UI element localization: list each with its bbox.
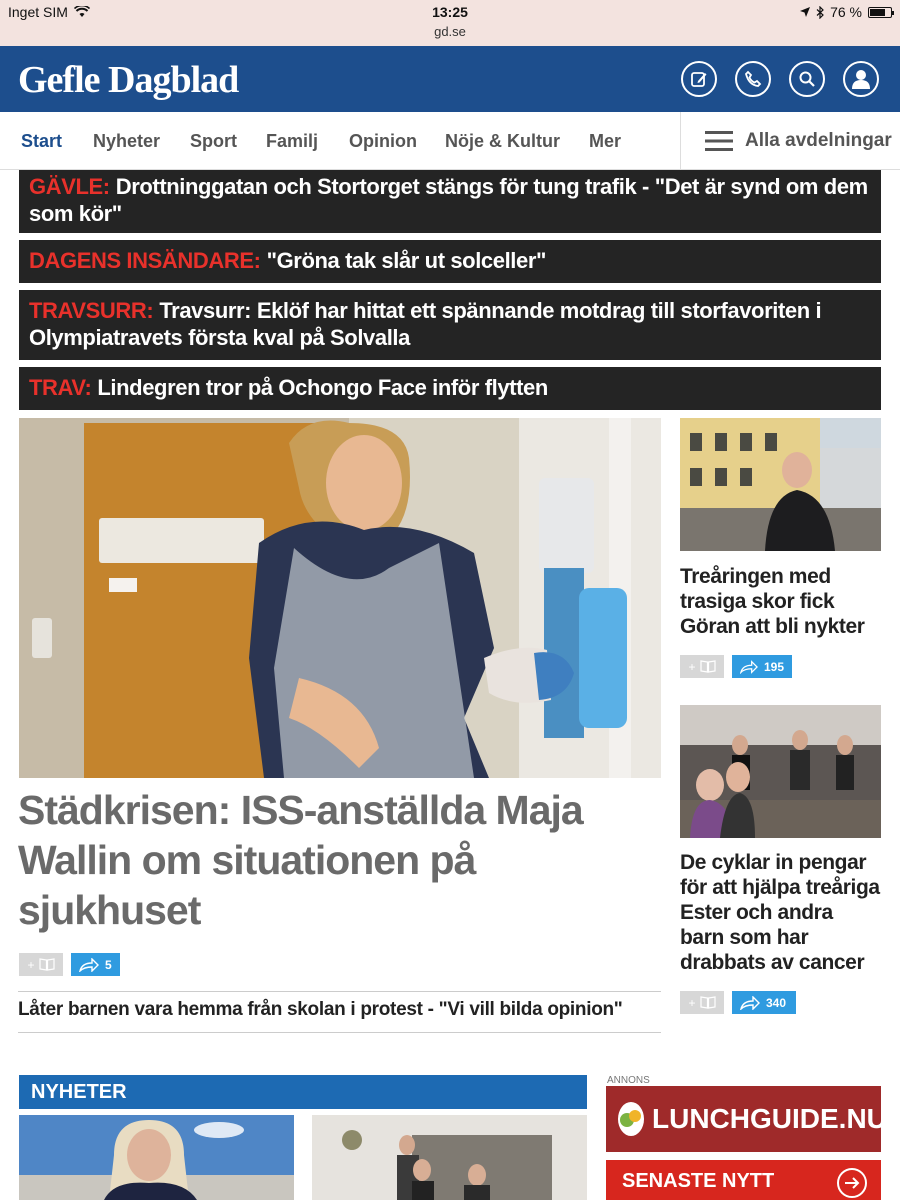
save-article-button[interactable]	[680, 991, 724, 1014]
breaking-kicker: GÄVLE:	[29, 174, 110, 199]
breaking-bar[interactable]	[19, 240, 881, 283]
side-article-headline[interactable]: De cyklar in pengar för att hjälpa treåriga Ester och andra barn som har drabbats av cancer	[680, 851, 880, 974]
plus-icon: +	[688, 995, 696, 1010]
breaking-text: Drottninggatan och Stortorget stängs för tung trafik - "Det är synd om dem som kör"	[29, 174, 868, 226]
plus-icon: +	[27, 957, 35, 972]
user-icon[interactable]	[843, 61, 879, 97]
carrier-label: Inget SIM	[8, 4, 68, 20]
share-icon	[740, 660, 758, 674]
clock: 13:25	[432, 4, 468, 20]
nav-sport[interactable]: Sport	[190, 131, 237, 151]
arrow-right-icon	[837, 1168, 867, 1198]
news-thumbnail[interactable]	[312, 1115, 587, 1200]
battery-fill	[870, 9, 885, 16]
book-icon	[700, 660, 716, 673]
share-icon	[740, 996, 760, 1010]
ios-status-bar	[0, 0, 900, 46]
main-article-actions	[19, 953, 120, 976]
bluetooth-icon	[816, 6, 824, 19]
nav-familj[interactable]: Familj	[266, 131, 319, 151]
side-article-actions	[680, 991, 796, 1014]
main-article-headline[interactable]: Städkrisen: ISS-anställda Maja Wallin om situationen på sjukhuset	[18, 787, 583, 933]
save-article-button[interactable]	[19, 953, 63, 976]
lunchguide-logo-icon	[618, 1102, 644, 1136]
nav-mer[interactable]: Mer	[589, 131, 622, 151]
search-icon[interactable]	[789, 61, 825, 97]
breaking-kicker: TRAVSURR:	[29, 298, 154, 323]
nav-nyheter[interactable]: Nyheter	[93, 131, 161, 151]
section-header-nyheter[interactable]: NYHETER	[19, 1075, 587, 1109]
breaking-bar[interactable]	[19, 367, 881, 410]
site-logo[interactable]: Gefle Dagblad	[18, 59, 239, 101]
nav-opinion[interactable]: Opinion	[349, 131, 417, 151]
book-icon	[700, 996, 716, 1009]
share-count: 195	[763, 659, 784, 674]
share-button[interactable]	[71, 953, 120, 976]
battery-percent: 76 %	[830, 4, 862, 20]
latest-news-button[interactable]	[606, 1160, 881, 1200]
book-icon	[39, 958, 55, 971]
address-bar-url[interactable]: gd.se	[434, 24, 466, 39]
all-sections-label: Alla avdelningar	[745, 129, 892, 151]
breaking-bar[interactable]	[19, 170, 881, 233]
save-article-button[interactable]	[680, 655, 724, 678]
breaking-kicker: DAGENS INSÄNDARE:	[29, 248, 261, 273]
breaking-text: Travsurr: Eklöf har hittat ett spännande motdrag till storfavoriten i Olympiatravets första kval på Solvalla	[29, 298, 822, 350]
ad-label: ANNONS	[607, 1075, 650, 1086]
share-count: 340	[766, 995, 787, 1010]
side-article-image[interactable]	[680, 418, 881, 551]
share-icon	[79, 958, 99, 972]
all-sections-button[interactable]	[680, 112, 900, 169]
lunchguide-ad[interactable]	[606, 1086, 887, 1152]
share-button[interactable]	[732, 991, 796, 1014]
location-icon	[800, 7, 810, 17]
share-count: 5	[105, 957, 112, 972]
status-right	[800, 4, 892, 20]
masthead	[0, 46, 900, 112]
breaking-bar[interactable]	[19, 290, 881, 360]
lunchguide-label: LUNCHGUIDE.NU	[652, 1103, 887, 1134]
related-article-link[interactable]: Låter barnen vara hemma från skolan i protest - "Vi vill bilda opinion"	[18, 991, 661, 1033]
breaking-text: Lindegren tror på Ochongo Face inför flytten	[97, 375, 548, 400]
nav-noje-kultur[interactable]: Nöje & Kultur	[445, 131, 560, 151]
side-article-headline[interactable]: Treåringen med trasiga skor fick Göran att bli nykter	[680, 565, 865, 638]
main-article-image[interactable]	[19, 418, 661, 778]
side-article-image[interactable]	[680, 705, 881, 838]
side-article-actions	[680, 655, 792, 678]
battery-icon	[868, 7, 892, 18]
hamburger-icon	[705, 130, 733, 152]
plus-icon: +	[688, 659, 696, 674]
news-thumbnail[interactable]	[19, 1115, 294, 1200]
phone-icon[interactable]	[735, 61, 771, 97]
edit-icon[interactable]	[681, 61, 717, 97]
main-nav	[0, 112, 900, 170]
latest-news-label: SENASTE NYTT	[622, 1170, 775, 1192]
share-button[interactable]	[732, 655, 792, 678]
breaking-text: "Gröna tak slår ut solceller"	[266, 248, 547, 273]
breaking-kicker: TRAV:	[29, 375, 92, 400]
nav-start[interactable]: Start	[21, 131, 63, 151]
